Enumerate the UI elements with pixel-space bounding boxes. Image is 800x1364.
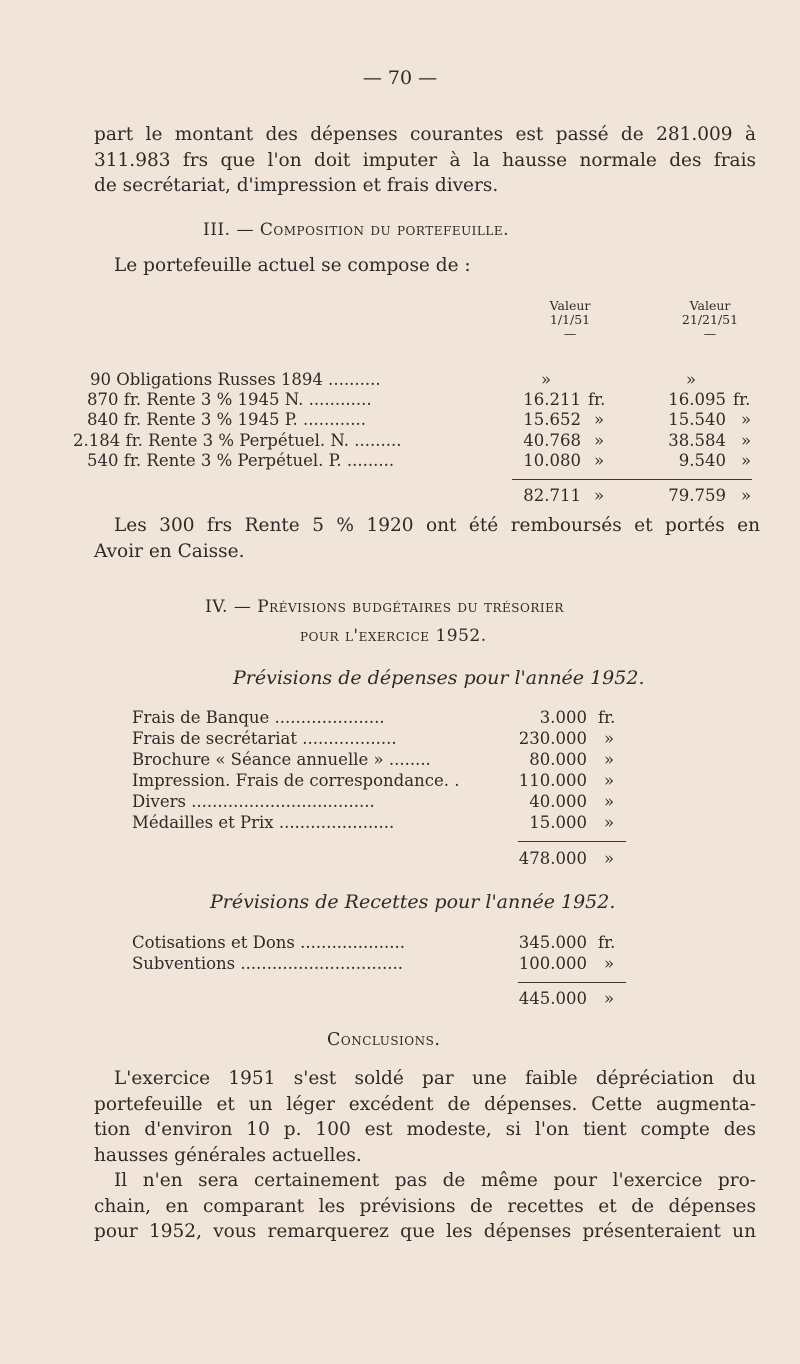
intro-line: part le montant des dépenses courantes est passé de 281.009 à <box>94 124 756 145</box>
row-label: 870 fr. Rente 3 % 1945 N. ............ <box>87 390 372 409</box>
row-value: 15.000 <box>529 813 587 832</box>
row-value: 3.000 <box>539 708 587 727</box>
total-row <box>132 849 672 869</box>
section4-heading-line1: IV. — Prévisions budgétaires du trésorier <box>205 597 564 617</box>
total-unit: » <box>604 849 615 868</box>
total-unit-1: » <box>594 486 605 505</box>
row-value: 40.000 <box>529 792 587 811</box>
table-row <box>76 390 800 410</box>
table-row <box>132 813 672 833</box>
table-row <box>73 431 800 451</box>
table-row <box>132 771 672 791</box>
total-rule <box>518 841 626 842</box>
intro-paragraph <box>94 122 756 199</box>
column-header-dash: — <box>563 326 577 341</box>
row-label: Divers ................................... <box>132 792 375 811</box>
table-row <box>76 451 800 471</box>
table-row <box>132 792 672 812</box>
row-label: 840 fr. Rente 3 % 1945 P. ............ <box>87 410 366 429</box>
intro-line: de secrétariat, d'impression et frais divers. <box>94 175 499 196</box>
total-row <box>132 989 672 1009</box>
row-unit: » <box>604 750 615 769</box>
row-label: Brochure « Séance annuelle » ........ <box>132 750 431 769</box>
column-header-date: 21/21/51 <box>681 312 739 327</box>
column-header-1 <box>530 299 610 341</box>
note-line: Les 300 frs Rente 5 % 1920 ont été remboursés et portés en <box>114 515 760 536</box>
table-row <box>132 708 672 728</box>
total-unit-2: » <box>741 486 752 505</box>
row-unit: » <box>604 813 615 832</box>
row-unit-1: » <box>594 431 605 450</box>
row-label: 540 fr. Rente 3 % Perpétuel. P. ......... <box>87 451 395 470</box>
row-value-1: 15.652 <box>523 410 581 429</box>
row-unit: fr. <box>598 933 616 952</box>
column-header-dash: — <box>703 326 717 341</box>
table-row <box>132 729 672 749</box>
row-value-1: 10.080 <box>523 451 581 470</box>
row-value: 110.000 <box>518 771 587 790</box>
table-row <box>76 370 800 390</box>
conclusion-line: hausses générales actuelles. <box>94 1144 362 1166</box>
section3-note <box>94 513 760 564</box>
total-rule <box>512 479 752 480</box>
row-value-1: » <box>540 370 552 389</box>
conclusion-line: Il n'en sera certainement pas de même pour l'exercice pro- <box>114 1170 756 1191</box>
conclusion-line: L'exercice 1951 s'est soldé par une faible dépréciation du <box>114 1068 756 1089</box>
row-label: Subventions ............................... <box>132 954 403 973</box>
row-label: Cotisations et Dons .................... <box>132 933 405 952</box>
section3-heading: III. — Composition du portefeuille. <box>203 220 510 240</box>
table-row <box>132 933 672 953</box>
row-unit-1: » <box>594 410 605 429</box>
total-value-2: 79.759 <box>668 486 726 505</box>
row-label: 90 Obligations Russes 1894 .......... <box>90 370 381 389</box>
conclusions-paragraph <box>94 1066 756 1245</box>
row-value-1: 16.211 <box>523 390 581 409</box>
conclusion-line: tion d'environ 10 p. 100 est modeste, si l'on tient compte des <box>94 1119 756 1140</box>
column-header-label: Valeur <box>689 298 731 313</box>
total-row <box>76 486 800 506</box>
row-unit-1: » <box>594 451 605 470</box>
table-row <box>76 410 800 430</box>
conclusion-line: pour 1952, vous remarquerez que les dépenses présenteraient un <box>94 1221 756 1242</box>
row-label: Médailles et Prix ...................... <box>132 813 395 832</box>
row-value-2: 38.584 <box>668 431 726 450</box>
row-unit-1: fr. <box>588 390 606 409</box>
conclusion-line: portefeuille et un léger excédent de dépenses. Cette augmenta- <box>94 1093 756 1115</box>
total-value-1: 82.711 <box>523 486 581 505</box>
conclusion-line: chain, en comparant les prévisions de recettes et de dépenses <box>94 1195 756 1217</box>
column-header-date: 1/1/51 <box>549 312 591 327</box>
receipts-title: Prévisions de Recettes pour l'année 1952. <box>210 891 616 913</box>
conclusions-heading: Conclusions. <box>327 1030 441 1050</box>
section3-intro: Le portefeuille actuel se compose de : <box>114 255 471 276</box>
column-header-label: Valeur <box>549 298 591 313</box>
row-label: 2.184 fr. Rente 3 % Perpétuel. N. ......... <box>73 431 402 450</box>
row-value-2: » <box>685 370 697 389</box>
row-value-2: 15.540 <box>668 410 726 429</box>
row-value-2: 9.540 <box>678 451 726 470</box>
row-unit-2: » <box>741 431 752 450</box>
note-line: Avoir en Caisse. <box>94 540 245 562</box>
row-label: Frais de Banque ..................... <box>132 708 385 727</box>
total-unit: » <box>604 989 615 1008</box>
row-unit: » <box>604 729 615 748</box>
row-value: 80.000 <box>529 750 587 769</box>
row-value: 230.000 <box>518 729 587 748</box>
row-value-1: 40.768 <box>523 431 581 450</box>
row-unit: fr. <box>598 708 616 727</box>
row-label: Impression. Frais de correspondance. . <box>132 771 460 790</box>
page-number: — 70 — <box>362 67 438 89</box>
row-unit: » <box>604 771 615 790</box>
total-rule <box>518 982 626 983</box>
row-value: 100.000 <box>518 954 587 973</box>
section4-heading-line2: pour l'exercice 1952. <box>300 626 487 646</box>
row-unit-2: fr. <box>733 390 751 409</box>
column-header-2 <box>670 299 750 341</box>
row-unit: » <box>604 954 615 973</box>
row-value-2: 16.095 <box>668 390 726 409</box>
table-row <box>132 750 672 770</box>
expenses-title: Prévisions de dépenses pour l'année 1952. <box>233 667 645 689</box>
total-value: 478.000 <box>518 849 587 868</box>
table-row <box>132 954 672 974</box>
row-unit-2: » <box>741 410 752 429</box>
row-value: 345.000 <box>518 933 587 952</box>
row-unit: » <box>604 792 615 811</box>
row-label: Frais de secrétariat .................. <box>132 729 397 748</box>
intro-line: 311.983 frs que l'on doit imputer à la hausse normale des frais <box>94 149 756 171</box>
total-value: 445.000 <box>518 989 587 1008</box>
row-unit-2: » <box>741 451 752 470</box>
